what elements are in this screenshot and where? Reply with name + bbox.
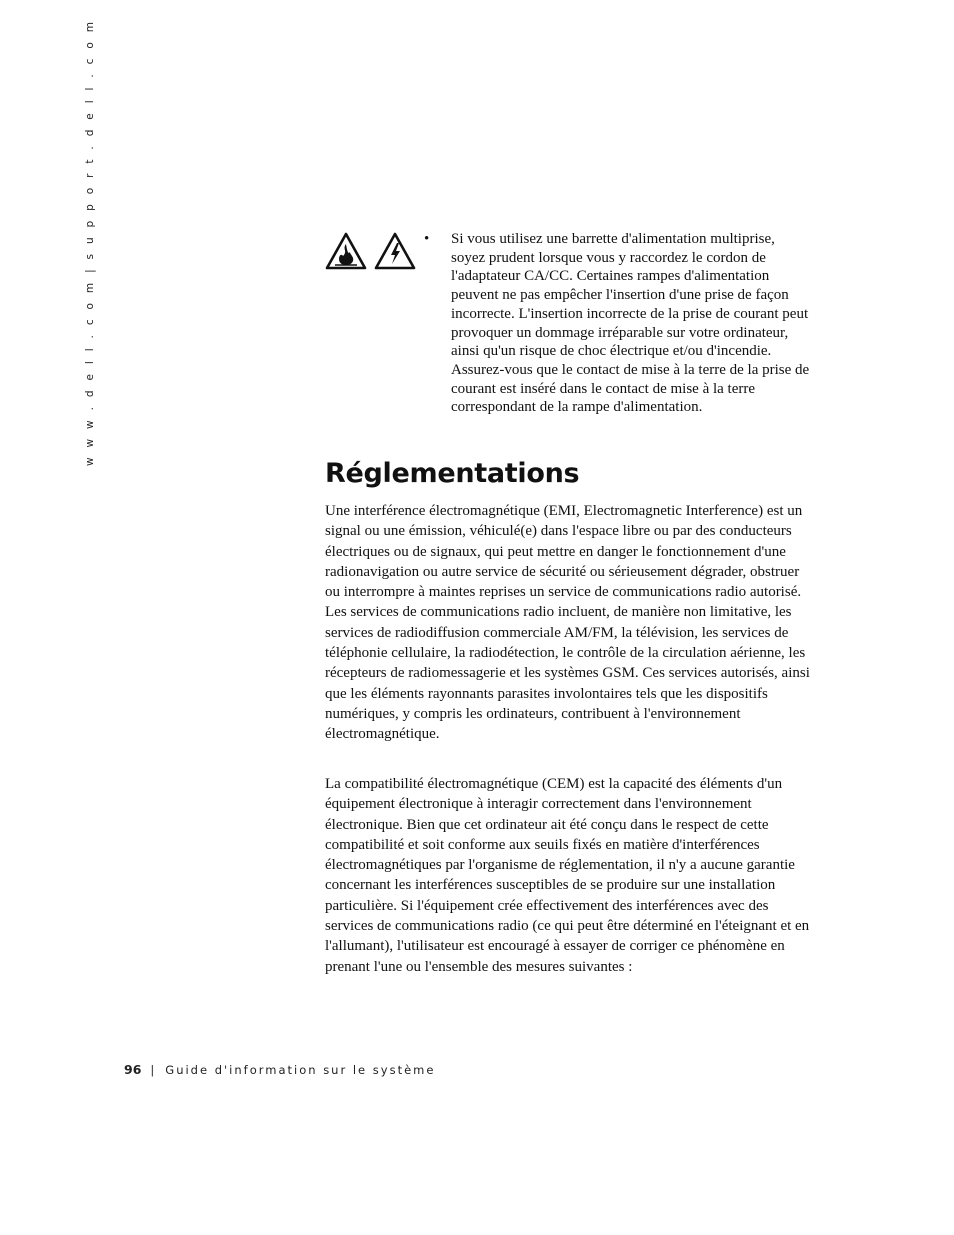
warning-icons: [325, 232, 416, 270]
sidebar-url: [84, 18, 102, 468]
warning-text: Si vous utilisez une barrette d'alimentation multiprise, soyez prudent lorsque vous y raccordez le cordon de l'adaptateur CA/CC. Certaines rampes d'alimentation peuvent ne pas empêcher l'insertion d'une prise de façon incorrecte. L'insertion incorrecte de la prise de courant peut provoquer un dommage irréparable sur votre ordinateur, ainsi qu'un risque de choc électrique et/ou d'incendie. Assurez-vous que le contact de mise à la terre de la prise de courant est inséré dans le contact de mise à la terre correspondant de la rampe d'alimentation.: [451, 231, 810, 416]
warning-bullet: •: [424, 231, 430, 247]
sidebar-url-text: w w w . d e l l . c o m | s u p p o r t . d e l l . c o m: [84, 18, 96, 466]
footer-separator: |: [150, 1063, 155, 1077]
page-number: 96: [124, 1062, 142, 1077]
paragraph-emi: Une interférence électromagnétique (EMI, Electromagnetic Interference) est un signal ou une émission, véhiculé(e) dans l'espace libre ou par des conducteurs électriques ou de signaux, qui peut mettre en danger le fonctionnement d'une radionavigation ou autre service de sécurité ou sérieusement dégrader, obstruer ou interrompre à maintes reprises un service de communications radio autorisé. Les services de communications radio incluent, de manière non limitative, les services de radiodiffusion commerciale AM/FM, la télévision, les services de téléphonie cellulaire, la radiodétection, le contrôle de la circulation aérienne, les récepteurs de radiomessagerie et les systèmes GSM. Ces services autorisés, ainsi que les éléments rayonnants parasites involontaires tels que les dispositifs numériques, y compris les ordinateurs, contribuent à l'environnement électromagnétique.: [325, 503, 810, 743]
footer-title: Guide d'information sur le système: [165, 1063, 436, 1077]
electric-shock-icon: [374, 232, 416, 270]
paragraph-cem: La compatibilité électromagnétique (CEM) est la capacité des éléments d'un équipement électronique à interagir correctement dans l'environnement électronique. Bien que cet ordinateur ait été conçu dans le respect de cette compatibilité et soit conforme aux seuils fixés en matière d'interférences électromagnétiques par l'organisme de réglementation, il n'y a aucune garantie concernant les interférences susceptibles de se produire sur une installation particulière. Si l'équipement crée effectivement des interférences avec des services de communications radio (ce qui peut être déterminé en l'éteignant et en l'allumant), l'utilisateur est encouragé à essayer de corriger ce phénomène en prenant l'une ou l'ensemble des mesures suivantes :: [325, 776, 810, 975]
page-footer: [124, 1062, 435, 1077]
section-heading: Réglementations: [325, 458, 580, 489]
fire-hazard-icon: [325, 232, 367, 270]
